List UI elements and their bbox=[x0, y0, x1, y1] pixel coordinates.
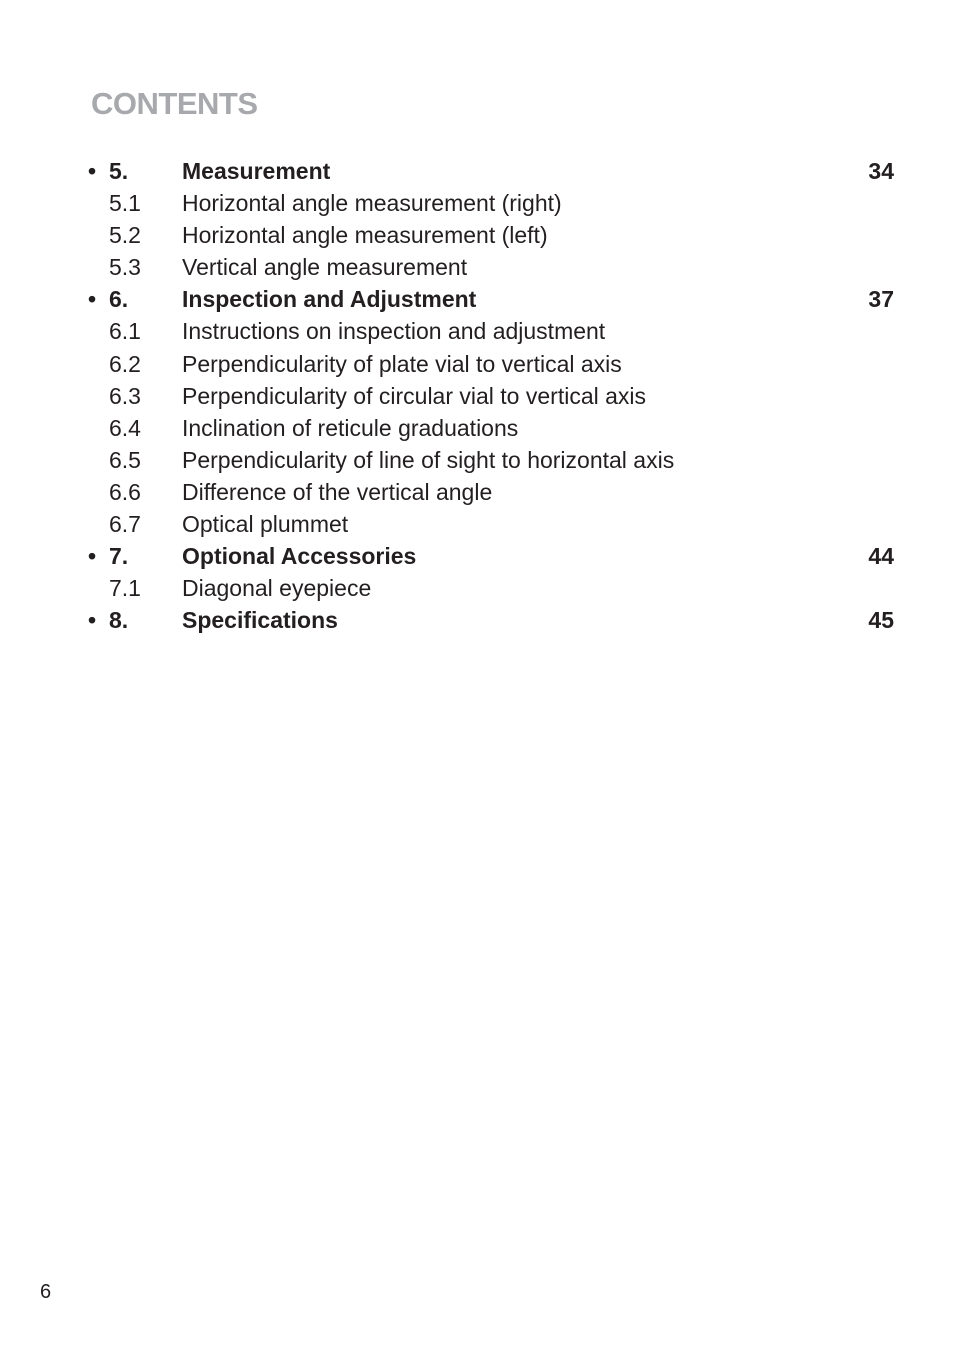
toc-entry-label: Inspection and Adjustment bbox=[182, 286, 477, 313]
toc-entry-number: 5.2 bbox=[109, 222, 141, 249]
toc-entry-label: Horizontal angle measurement (right) bbox=[182, 190, 562, 217]
toc-entry-label: Perpendicularity of plate vial to vertical axis bbox=[182, 350, 622, 377]
toc-entry-number: 6.6 bbox=[109, 478, 141, 505]
toc-subsection-entry[interactable] bbox=[88, 219, 900, 251]
toc-section-entry[interactable] bbox=[88, 155, 900, 187]
toc-entry-number: 6.1 bbox=[109, 318, 141, 345]
bullet-icon: • bbox=[88, 543, 97, 570]
toc-entry-number: 6.7 bbox=[109, 511, 141, 538]
toc-entry-number: 6. bbox=[109, 286, 129, 313]
toc-entry-number: 5. bbox=[109, 158, 129, 184]
toc-entry-page: 45 bbox=[868, 607, 894, 634]
toc-entry-page: 37 bbox=[868, 286, 894, 313]
toc-entry-label: Vertical angle measurement bbox=[182, 254, 468, 281]
toc-entry-label: Instructions on inspection and adjustment bbox=[182, 318, 606, 345]
page-title: CONTENTS bbox=[91, 86, 258, 121]
toc-entry-label: Measurement bbox=[182, 158, 331, 184]
toc-entry-page: 44 bbox=[868, 543, 894, 570]
toc-subsection-entry[interactable] bbox=[88, 251, 900, 283]
toc-section-entry[interactable] bbox=[88, 540, 900, 572]
toc-entry-label: Diagonal eyepiece bbox=[182, 575, 372, 602]
toc-entry-number: 8. bbox=[109, 607, 129, 634]
toc-subsection-entry[interactable] bbox=[88, 315, 900, 347]
toc-entry-number: 6.2 bbox=[109, 350, 141, 377]
bullet-icon: • bbox=[88, 158, 97, 184]
toc-subsection-entry[interactable] bbox=[88, 380, 900, 412]
toc-subsection-entry[interactable] bbox=[88, 444, 900, 476]
bullet-icon: • bbox=[88, 286, 97, 313]
toc-entry-number: 7. bbox=[109, 543, 129, 570]
toc-entry-number: 6.3 bbox=[109, 382, 141, 409]
toc-entry-label: Specifications bbox=[182, 607, 338, 634]
toc-section-entry[interactable] bbox=[88, 283, 900, 315]
table-of-contents bbox=[88, 155, 900, 636]
toc-entry-label: Inclination of reticule graduations bbox=[182, 414, 519, 441]
toc-entry-number: 6.4 bbox=[109, 414, 141, 441]
toc-entry-page: 34 bbox=[868, 158, 894, 184]
toc-entry-number: 6.5 bbox=[109, 446, 141, 473]
page-number: 6 bbox=[40, 1281, 52, 1303]
toc-entry-number: 5.3 bbox=[109, 254, 141, 281]
toc-entry-label: Perpendicularity of circular vial to vertical axis bbox=[182, 382, 647, 409]
toc-subsection-entry[interactable] bbox=[88, 412, 900, 444]
toc-entry-number: 7.1 bbox=[109, 575, 141, 602]
toc-entry-label: Optional Accessories bbox=[182, 543, 417, 570]
toc-subsection-entry[interactable] bbox=[88, 572, 900, 604]
toc-entry-number: 5.1 bbox=[109, 190, 141, 217]
toc-entry-label: Perpendicularity of line of sight to horizontal axis bbox=[182, 446, 675, 473]
toc-subsection-entry[interactable] bbox=[88, 508, 900, 540]
bullet-icon: • bbox=[88, 607, 97, 634]
toc-entry-label: Optical plummet bbox=[182, 511, 349, 538]
toc-section-entry[interactable] bbox=[88, 604, 900, 636]
toc-entry-label: Horizontal angle measurement (left) bbox=[182, 222, 548, 249]
toc-entry-label: Difference of the vertical angle bbox=[182, 478, 493, 505]
toc-subsection-entry[interactable] bbox=[88, 348, 900, 380]
toc-subsection-entry[interactable] bbox=[88, 476, 900, 508]
toc-subsection-entry[interactable] bbox=[88, 187, 900, 219]
